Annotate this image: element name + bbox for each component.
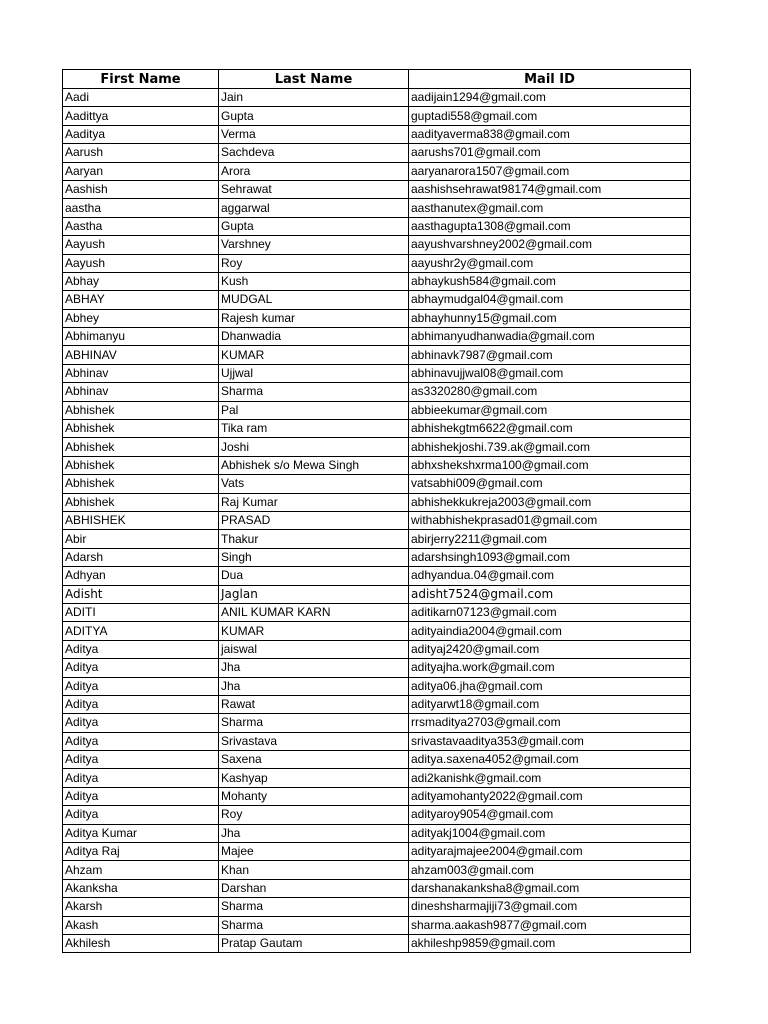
mail-id-cell: adityarwt18@gmail.com [409, 695, 691, 713]
last-name-cell: Singh [219, 548, 409, 566]
last-name-cell: Darshan [219, 879, 409, 897]
mail-id-cell: aditya.saxena4052@gmail.com [409, 751, 691, 769]
header-last-name: Last Name [219, 70, 409, 89]
table-row [63, 438, 691, 456]
last-name-cell: Dhanwadia [219, 328, 409, 346]
mail-id-cell: aayushr2y@gmail.com [409, 254, 691, 272]
mail-id-cell: ahzam003@gmail.com [409, 861, 691, 879]
first-name-cell: Akanksha [63, 879, 219, 897]
mail-id-cell: withabhishekprasad01@gmail.com [409, 511, 691, 529]
first-name-cell: Adisht [63, 585, 219, 603]
last-name-cell: KUMAR [219, 346, 409, 364]
first-name-cell: Aditya [63, 806, 219, 824]
first-name-cell: Aarush [63, 144, 219, 162]
table-row [63, 695, 691, 713]
mail-id-cell: as3320280@gmail.com [409, 383, 691, 401]
table-row [63, 383, 691, 401]
table-row [63, 603, 691, 621]
first-name-cell: Aadi [63, 89, 219, 107]
table-row [63, 916, 691, 934]
table-row [63, 364, 691, 382]
header-first-name: First Name [63, 70, 219, 89]
last-name-cell: Khan [219, 861, 409, 879]
mail-id-cell: sharma.aakash9877@gmail.com [409, 916, 691, 934]
first-name-cell: Abhinav [63, 364, 219, 382]
first-name-cell: Aayush [63, 254, 219, 272]
first-name-cell: ADITI [63, 603, 219, 621]
mail-id-cell: aasthanutex@gmail.com [409, 199, 691, 217]
mail-id-cell: abhaykush584@gmail.com [409, 272, 691, 290]
table-row [63, 934, 691, 952]
mail-id-cell: aarushs701@gmail.com [409, 144, 691, 162]
last-name-cell: Sharma [219, 383, 409, 401]
first-name-cell: Aditya [63, 640, 219, 658]
last-name-cell: Jaglan [219, 585, 409, 603]
last-name-cell: Sharma [219, 916, 409, 934]
table-row [63, 291, 691, 309]
mail-id-cell: akhileshp9859@gmail.com [409, 934, 691, 952]
table-row [63, 769, 691, 787]
mail-id-cell: aaryanarora1507@gmail.com [409, 162, 691, 180]
last-name-cell: Jha [219, 659, 409, 677]
mail-id-cell: adi2kanishk@gmail.com [409, 769, 691, 787]
mail-id-cell: darshanakanksha8@gmail.com [409, 879, 691, 897]
last-name-cell: Gupta [219, 107, 409, 125]
mail-id-cell: adityamohanty2022@gmail.com [409, 787, 691, 805]
table-row [63, 530, 691, 548]
table-row [63, 659, 691, 677]
table-row [63, 401, 691, 419]
last-name-cell: Sehrawat [219, 180, 409, 198]
first-name-cell: Abhey [63, 309, 219, 327]
table-row [63, 144, 691, 162]
last-name-cell: Jain [219, 89, 409, 107]
table-row [63, 272, 691, 290]
first-name-cell: Abhishek [63, 438, 219, 456]
mail-id-cell: guptadi558@gmail.com [409, 107, 691, 125]
mail-id-cell: abhinavk7987@gmail.com [409, 346, 691, 364]
first-name-cell: Aadittya [63, 107, 219, 125]
first-name-cell: Aditya [63, 695, 219, 713]
last-name-cell: Mohanty [219, 787, 409, 805]
mail-id-cell: adarshsingh1093@gmail.com [409, 548, 691, 566]
last-name-cell: Arora [219, 162, 409, 180]
mail-id-cell: adityajha.work@gmail.com [409, 659, 691, 677]
first-name-cell: Aditya [63, 787, 219, 805]
last-name-cell: KUMAR [219, 622, 409, 640]
mail-id-cell: abhaymudgal04@gmail.com [409, 291, 691, 309]
table-row [63, 622, 691, 640]
table-row [63, 732, 691, 750]
last-name-cell: Raj Kumar [219, 493, 409, 511]
table-row [63, 125, 691, 143]
mail-id-cell: abhishekjoshi.739.ak@gmail.com [409, 438, 691, 456]
last-name-cell: Verma [219, 125, 409, 143]
first-name-cell: Aayush [63, 236, 219, 254]
table-row [63, 677, 691, 695]
last-name-cell: Majee [219, 843, 409, 861]
header-mail-id: Mail ID [409, 70, 691, 89]
first-name-cell: Abir [63, 530, 219, 548]
last-name-cell: Jha [219, 677, 409, 695]
first-name-cell: ADITYA [63, 622, 219, 640]
mail-id-cell: srivastavaaditya353@gmail.com [409, 732, 691, 750]
first-name-cell: Abhishek [63, 493, 219, 511]
table-row [63, 107, 691, 125]
first-name-cell: Abhay [63, 272, 219, 290]
table-row [63, 89, 691, 107]
first-name-cell: Aditya [63, 769, 219, 787]
mail-id-cell: aashishsehrawat98174@gmail.com [409, 180, 691, 198]
first-name-cell: Aditya Raj [63, 843, 219, 861]
table-row [63, 309, 691, 327]
first-name-cell: Abhimanyu [63, 328, 219, 346]
mail-id-cell: aadijain1294@gmail.com [409, 89, 691, 107]
last-name-cell: jaiswal [219, 640, 409, 658]
mail-id-cell: adityakj1004@gmail.com [409, 824, 691, 842]
mail-id-cell: aayushvarshney2002@gmail.com [409, 236, 691, 254]
table-row [63, 824, 691, 842]
last-name-cell: Thakur [219, 530, 409, 548]
last-name-cell: Kashyap [219, 769, 409, 787]
last-name-cell: Varshney [219, 236, 409, 254]
first-name-cell: Akarsh [63, 898, 219, 916]
mail-id-cell: aditya06.jha@gmail.com [409, 677, 691, 695]
table-row [63, 843, 691, 861]
last-name-cell: Ujjwal [219, 364, 409, 382]
first-name-cell: Abhishek [63, 420, 219, 438]
first-name-cell: ABHISHEK [63, 511, 219, 529]
first-name-cell: Abhinav [63, 383, 219, 401]
first-name-cell: Abhishek [63, 456, 219, 474]
table-row [63, 861, 691, 879]
first-name-cell: Adhyan [63, 567, 219, 585]
last-name-cell: Vats [219, 475, 409, 493]
first-name-cell: Aditya [63, 677, 219, 695]
table-row [63, 548, 691, 566]
table-row [63, 879, 691, 897]
mail-id-cell: adisht7524@gmail.com [409, 585, 691, 603]
mail-id-cell: adityaindia2004@gmail.com [409, 622, 691, 640]
mail-id-cell: abhishekgtm6622@gmail.com [409, 420, 691, 438]
last-name-cell: Sachdeva [219, 144, 409, 162]
first-name-cell: Adarsh [63, 548, 219, 566]
last-name-cell: Dua [219, 567, 409, 585]
mail-id-cell: adhyandua.04@gmail.com [409, 567, 691, 585]
mail-id-cell: abirjerry2211@gmail.com [409, 530, 691, 548]
table-row [63, 162, 691, 180]
contacts-table [62, 69, 691, 953]
first-name-cell: Aditya [63, 732, 219, 750]
last-name-cell: Roy [219, 806, 409, 824]
table-row [63, 787, 691, 805]
mail-id-cell: rrsmaditya2703@gmail.com [409, 714, 691, 732]
mail-id-cell: abhayhunny15@gmail.com [409, 309, 691, 327]
table-row [63, 898, 691, 916]
last-name-cell: ANIL KUMAR KARN [219, 603, 409, 621]
first-name-cell: Aashish [63, 180, 219, 198]
table-row [63, 180, 691, 198]
last-name-cell: MUDGAL [219, 291, 409, 309]
table-row [63, 217, 691, 235]
table-row [63, 475, 691, 493]
first-name-cell: Aaditya [63, 125, 219, 143]
last-name-cell: PRASAD [219, 511, 409, 529]
first-name-cell: aastha [63, 199, 219, 217]
mail-id-cell: abhxshekshxrma100@gmail.com [409, 456, 691, 474]
first-name-cell: Aaryan [63, 162, 219, 180]
mail-id-cell: aditikarn07123@gmail.com [409, 603, 691, 621]
first-name-cell: Akhilesh [63, 934, 219, 952]
last-name-cell: Srivastava [219, 732, 409, 750]
table-row [63, 254, 691, 272]
mail-id-cell: abhishekkukreja2003@gmail.com [409, 493, 691, 511]
first-name-cell: Aditya [63, 751, 219, 769]
first-name-cell: Abhishek [63, 401, 219, 419]
mail-id-cell: abbieekumar@gmail.com [409, 401, 691, 419]
last-name-cell: Rajesh kumar [219, 309, 409, 327]
last-name-cell: Tika ram [219, 420, 409, 438]
last-name-cell: Joshi [219, 438, 409, 456]
mail-id-cell: vatsabhi009@gmail.com [409, 475, 691, 493]
first-name-cell: Aditya [63, 714, 219, 732]
mail-id-cell: aasthagupta1308@gmail.com [409, 217, 691, 235]
last-name-cell: Kush [219, 272, 409, 290]
table-row [63, 640, 691, 658]
first-name-cell: Akash [63, 916, 219, 934]
last-name-cell: Jha [219, 824, 409, 842]
last-name-cell: Rawat [219, 695, 409, 713]
last-name-cell: Pal [219, 401, 409, 419]
table-row [63, 806, 691, 824]
table-row [63, 456, 691, 474]
first-name-cell: Aditya [63, 659, 219, 677]
first-name-cell: ABHAY [63, 291, 219, 309]
table-row [63, 751, 691, 769]
first-name-cell: Abhishek [63, 475, 219, 493]
last-name-cell: Sharma [219, 898, 409, 916]
mail-id-cell: adityaj2420@gmail.com [409, 640, 691, 658]
first-name-cell: Aditya Kumar [63, 824, 219, 842]
last-name-cell: Saxena [219, 751, 409, 769]
last-name-cell: Gupta [219, 217, 409, 235]
last-name-cell: Sharma [219, 714, 409, 732]
first-name-cell: Ahzam [63, 861, 219, 879]
table-row [63, 328, 691, 346]
table-row [63, 493, 691, 511]
last-name-cell: Roy [219, 254, 409, 272]
table-row [63, 714, 691, 732]
mail-id-cell: abhinavujjwal08@gmail.com [409, 364, 691, 382]
mail-id-cell: abhimanyudhanwadia@gmail.com [409, 328, 691, 346]
last-name-cell: Abhishek s/o Mewa Singh [219, 456, 409, 474]
table-row [63, 511, 691, 529]
mail-id-cell: dineshsharmajiji73@gmail.com [409, 898, 691, 916]
table-row [63, 346, 691, 364]
table-row [63, 420, 691, 438]
mail-id-cell: adityarajmajee2004@gmail.com [409, 843, 691, 861]
table-row [63, 585, 691, 603]
header-row [63, 70, 691, 89]
mail-id-cell: adityaroy9054@gmail.com [409, 806, 691, 824]
table-row [63, 199, 691, 217]
last-name-cell: Pratap Gautam [219, 934, 409, 952]
mail-id-cell: aadityaverma838@gmail.com [409, 125, 691, 143]
table-row [63, 567, 691, 585]
first-name-cell: ABHINAV [63, 346, 219, 364]
last-name-cell: aggarwal [219, 199, 409, 217]
table-row [63, 236, 691, 254]
first-name-cell: Aastha [63, 217, 219, 235]
